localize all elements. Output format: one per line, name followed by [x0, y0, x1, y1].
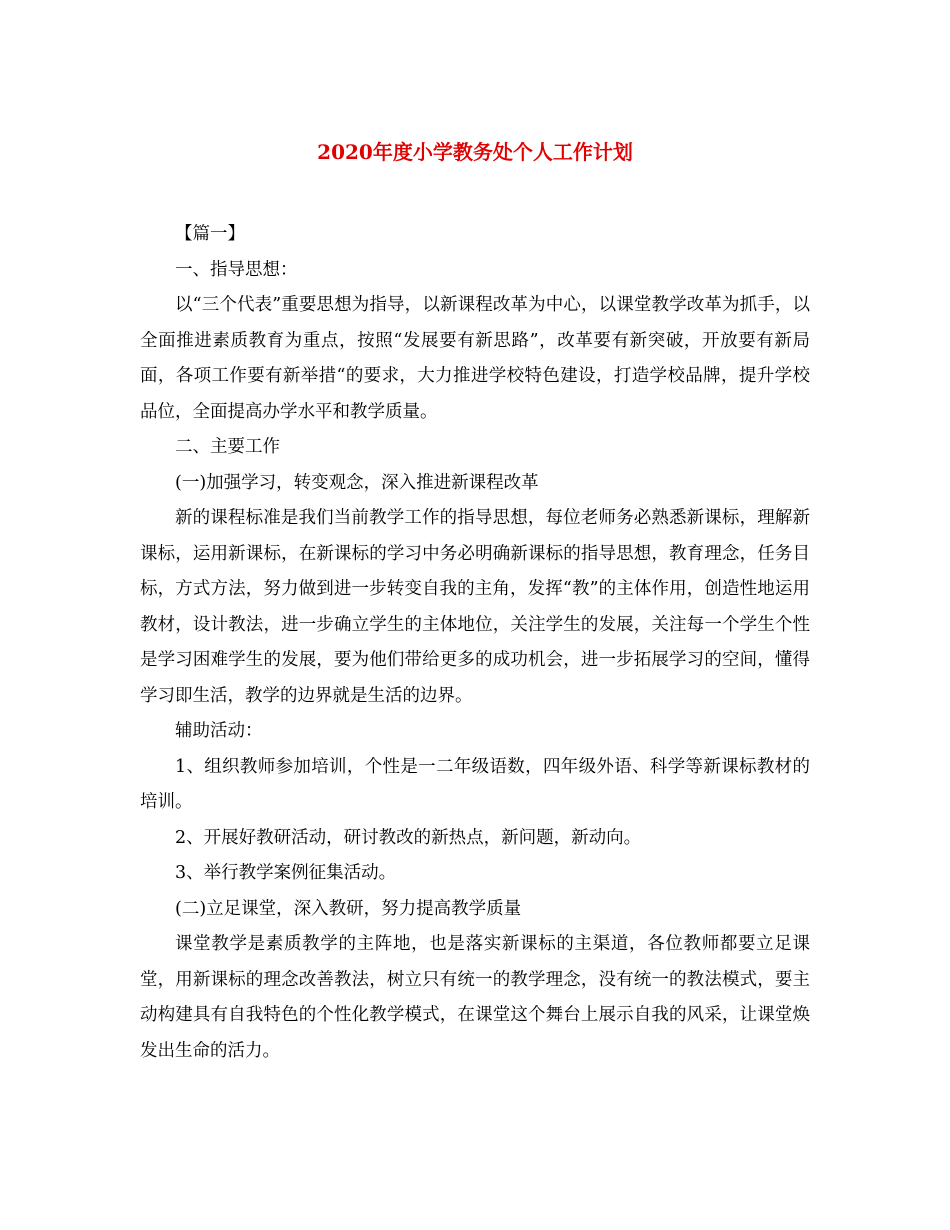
heading-auxiliary-activities: 辅助活动：: [175, 721, 263, 741]
section-heading: 【篇一】: [175, 224, 245, 244]
heading-main-work: 二、主要工作: [175, 437, 280, 457]
document-body: [140, 217, 810, 1069]
heading-guiding-ideology: 一、指导思想：: [175, 259, 298, 280]
paragraph: 课堂教学是素质教学的主阵地，也是落实新课标的主渠道，各位教师都要立足课堂，用新课标的理念改善教法，树立只有统一的教学理念，没有统一的教法模式，要主动构建具有自我特色的个性化教学模式，在课堂这个舞台上展示自我的风采，让课堂焕发出生命的活力。: [140, 934, 810, 1061]
document-title: 2020年度小学教务处个人工作计划: [317, 140, 633, 164]
paragraph: 以“三个代表”重要思想为指导，以新课程改革为中心，以课堂教学改革为抓手，以全面推进素质教育为重点，按照“发展要有新思路”，改革要有新突破，开放要有新局面，各项工作要有新举措“的要求，大力推进学校特色建设，打造学校品牌，提升学校品位，全面提高办学水平和教学质量。: [140, 295, 810, 422]
subheading: (一)加强学习，转变观念，深入推进新课程改革: [175, 472, 539, 493]
list-item: 2、开展好教研活动，研讨教改的新热点，新问题，新动向。: [175, 827, 642, 848]
list-item: 3、举行教学案例征集活动。: [175, 863, 397, 883]
list-item: 1、组织教师参加培训，个性是一二年级语数，四年级外语、科学等新课标教材的培训。: [140, 756, 810, 812]
paragraph: 新的课程标准是我们当前教学工作的指导思想，每位老师务必熟悉新课标，理解新课标，运用新课标，在新课标的学习中务必明确新课标的指导思想，教育理念，任务目标，方式方法，努力做到进一步转变自我的主角，发挥“教”的主体作用，创造性地运用教材，设计教法，进一步确立学生的主体地位，关注学生的发展，关注每一个学生个性是学习困难学生的发展，要为他们带给更多的成功机会，进一步拓展学习的空间，懂得学习即生活，教学的边界就是生活的边界。: [140, 508, 810, 706]
subheading: (二)立足课堂，深入教研，努力提高教学质量: [175, 898, 522, 919]
